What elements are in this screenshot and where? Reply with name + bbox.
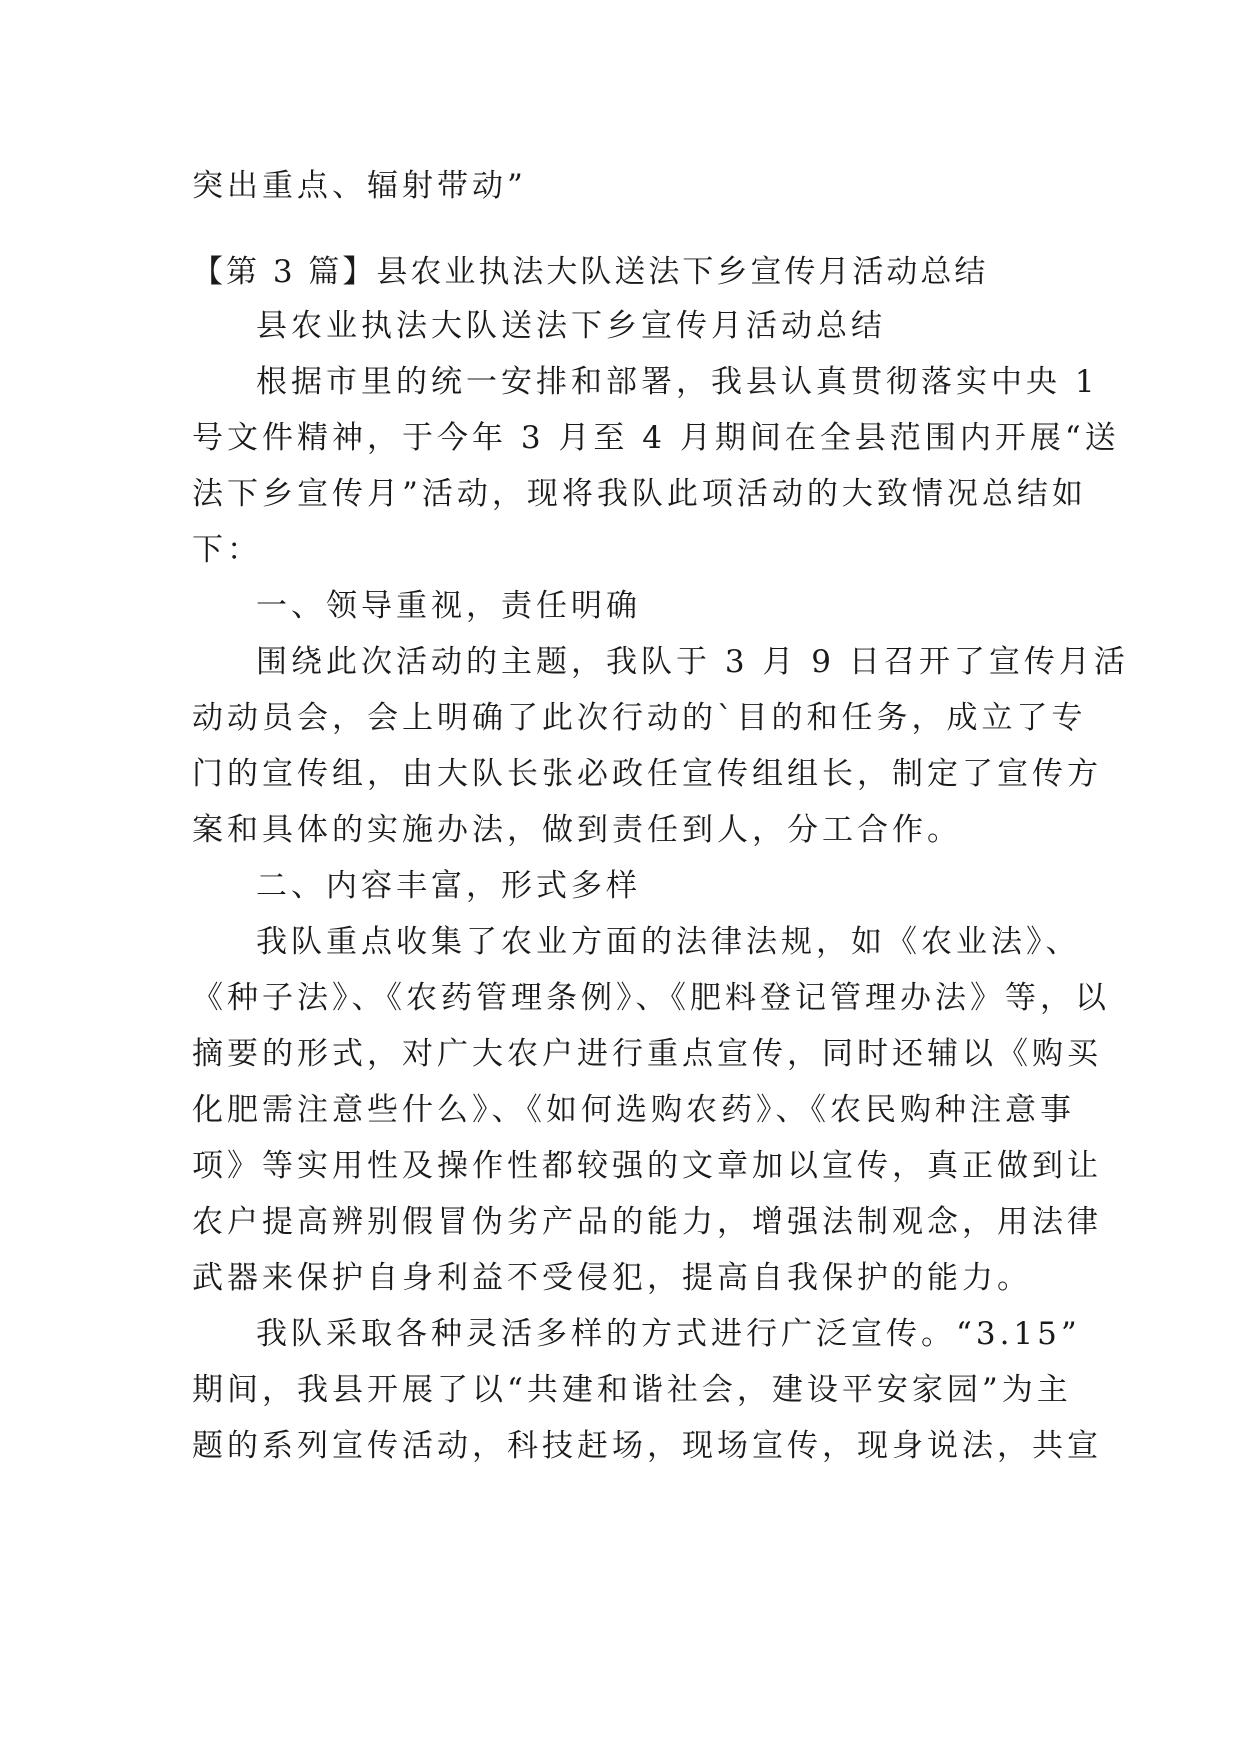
paragraph-line: 动动员会，会上明确了此次行动的`目的和任务，成立了专: [192, 700, 1087, 736]
article-title: 县农业执法大队送法下乡宣传月活动总结: [256, 308, 886, 344]
section-title: 【第 3 篇】县农业执法大队送法下乡宣传月活动总结: [192, 254, 989, 290]
paragraph-line: 期间，我县开展了以“共建和谐社会，建设平安家园”为主: [192, 1372, 1072, 1408]
paragraph-line: 农户提高辨别假冒伪劣产品的能力，增强法制观念，用法律: [192, 1204, 1102, 1240]
paragraph-line: 项》等实用性及操作性都较强的文章加以宣传，真正做到让: [192, 1148, 1102, 1184]
paragraph-line: 门的宣传组，由大队长张必政任宣传组组长，制定了宣传方: [192, 756, 1102, 792]
paragraph-line: 我队重点收集了农业方面的法律法规，如《农业法》、: [256, 924, 1081, 960]
subheading: 一、领导重视，责任明确: [256, 588, 641, 624]
paragraph-line: 法下乡宣传月”活动，现将我队此项活动的大致情况总结如: [192, 476, 1087, 512]
paragraph-line: 根据市里的统一安排和部署，我县认真贯彻落实中央 1: [256, 364, 1099, 400]
paragraph-line: 《种子法》、《农药管理条例》、《肥料登记管理办法》等，以: [192, 980, 1110, 1016]
paragraph-line: 案和具体的实施办法，做到责任到人，分工合作。: [192, 812, 962, 848]
paragraph-line: 武器来保护自身利益不受侵犯，提高自我保护的能力。: [192, 1260, 1032, 1296]
paragraph-line: 摘要的形式，对广大农户进行重点宣传，同时还辅以《购买: [192, 1036, 1102, 1072]
paragraph-line: 下：: [192, 532, 262, 568]
subheading: 二、内容丰富，形式多样: [256, 868, 641, 904]
paragraph-line: 我队采取各种灵活多样的方式进行广泛宣传。“3.15”: [256, 1316, 1081, 1352]
paragraph-line: 化肥需注意些什么》、《如何选购农药》、《农民购种注意事: [192, 1092, 1075, 1128]
text-line: 突出重点、辐射带动”: [192, 168, 527, 204]
paragraph-line: 号文件精神，于今年 3 月至 4 月期间在全县范围内开展“送: [192, 420, 1120, 456]
paragraph-line: 围绕此次活动的主题，我队于 3 月 9 日召开了宣传月活: [256, 644, 1129, 680]
paragraph-line: 题的系列宣传活动，科技赶场，现场宣传，现身说法，共宣: [192, 1428, 1102, 1464]
